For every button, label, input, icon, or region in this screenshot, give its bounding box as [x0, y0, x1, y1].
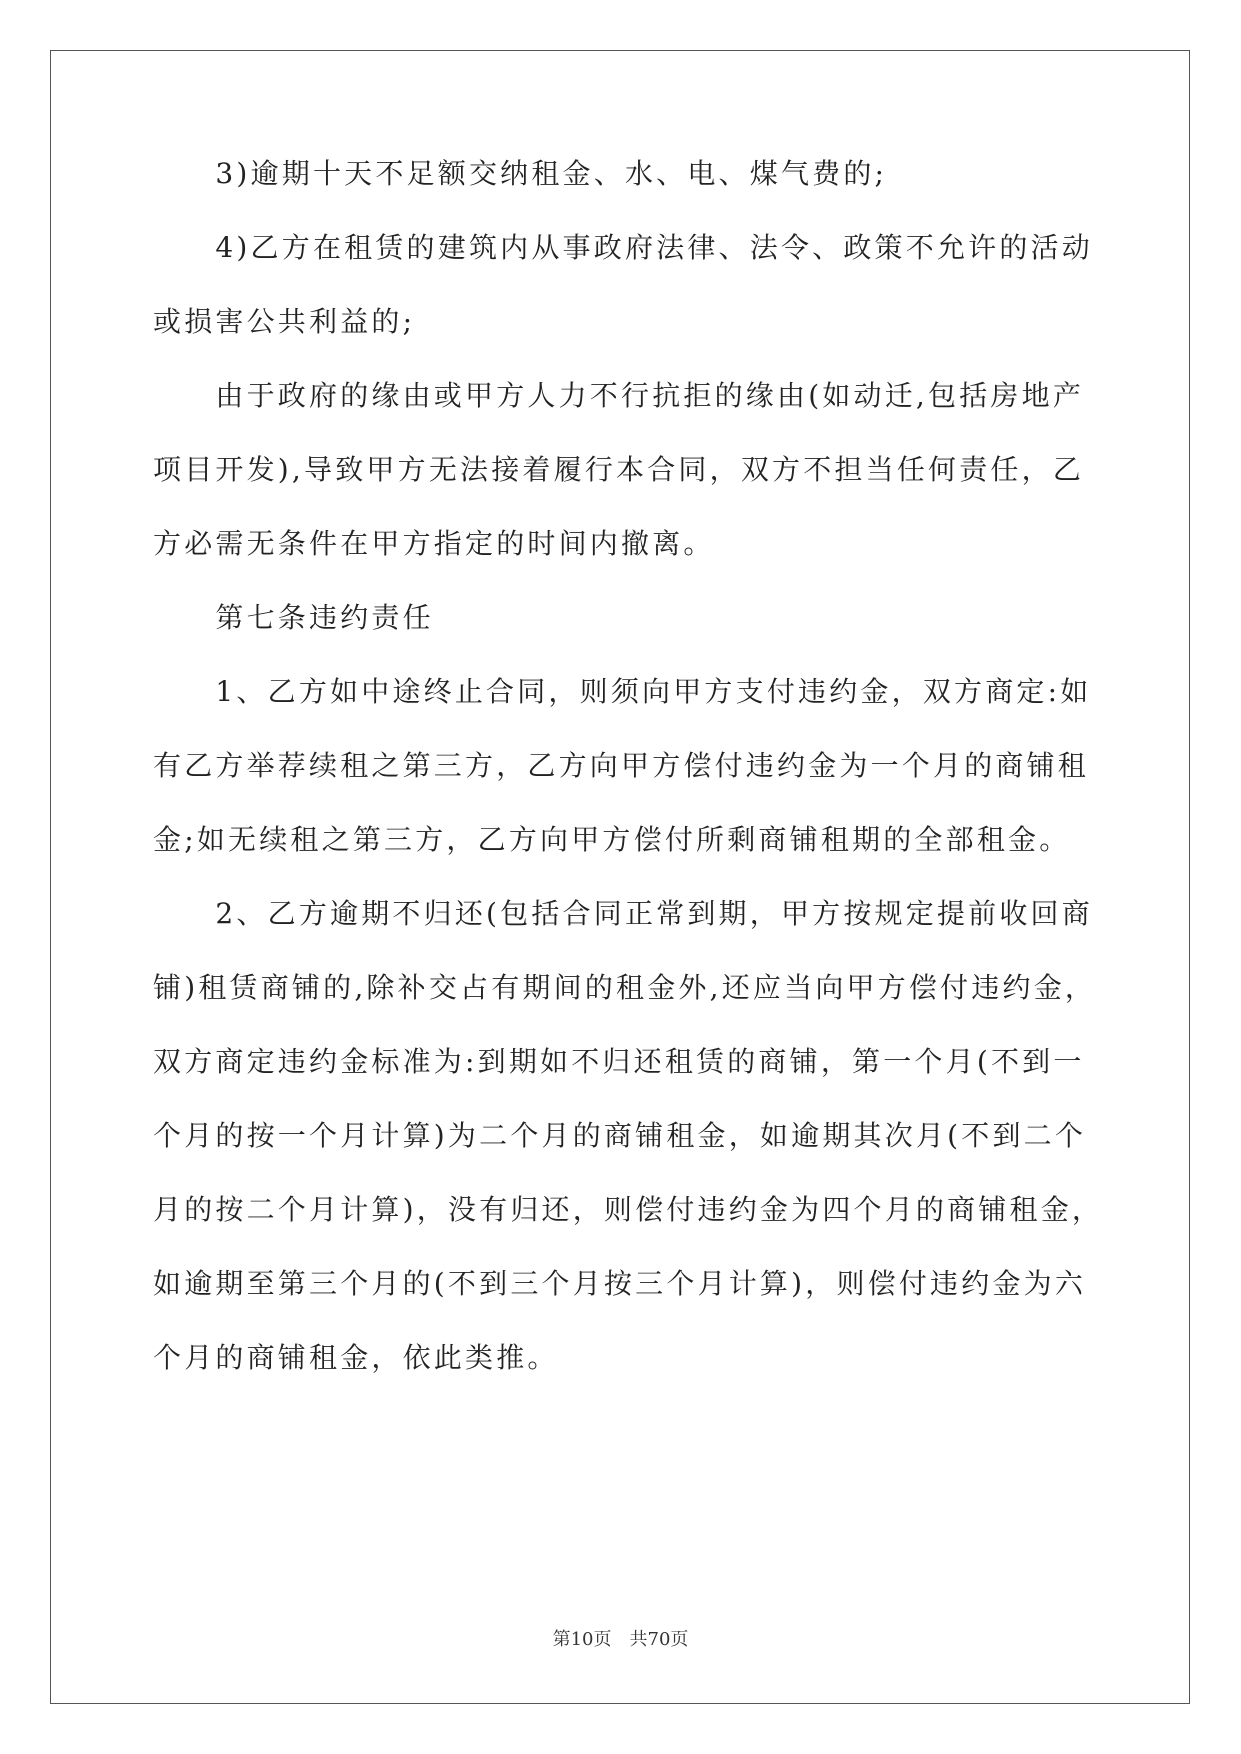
text-line: 1、乙方如中途终止合同，则须向甲方支付违约金，双方商定:如: [153, 675, 1092, 708]
text-line: 方必需无条件在甲方指定的时间内撤离。: [153, 527, 715, 560]
text-line: 项目开发),导致甲方无法接着履行本合同，双方不担当任何责任，乙: [153, 453, 1085, 486]
text-line: 4)乙方在租赁的建筑内从事政府法律、法令、政策不允许的活动: [153, 231, 1093, 264]
text-line: 铺)租赁商铺的,除补交占有期间的租金外,还应当向甲方偿付违约金，: [153, 971, 1097, 1004]
text-line: 如逾期至第三个月的(不到三个月按三个月计算)，则偿付违约金为六: [153, 1267, 1087, 1300]
page-border: [50, 50, 1190, 1704]
page-total: 共70页: [629, 1629, 689, 1650]
text-line: 金;如无续租之第三方，乙方向甲方偿付所剩商铺租期的全部租金。: [153, 823, 1071, 856]
text-line: 个月的按一个月计算)为二个月的商铺租金，如逾期其次月(不到二个: [153, 1119, 1087, 1152]
page-footer: [0, 1627, 1241, 1653]
text-line: 个月的商铺租金，依此类推。: [153, 1341, 559, 1374]
text-line: 月的按二个月计算)，没有归还，则偿付违约金为四个月的商铺租金，: [153, 1193, 1104, 1226]
text-line: 或损害公共利益的;: [153, 305, 416, 338]
section-heading: 第七条违约责任: [153, 601, 434, 634]
text-line: 由于政府的缘由或甲方人力不行抗拒的缘由(如动迁,包括房地产: [153, 379, 1085, 412]
text-line: 2、乙方逾期不归还(包括合同正常到期，甲方按规定提前收回商: [153, 897, 1093, 930]
text-line: 双方商定违约金标准为:到期如不归还租赁的商铺，第一个月(不到一: [153, 1045, 1085, 1078]
text-line: 有乙方举荐续租之第三方，乙方向甲方偿付违约金为一个月的商铺租: [153, 749, 1090, 782]
page-number: 第10页: [552, 1629, 612, 1650]
text-line: 3)逾期十天不足额交纳租金、水、电、煤气费的;: [153, 157, 888, 190]
